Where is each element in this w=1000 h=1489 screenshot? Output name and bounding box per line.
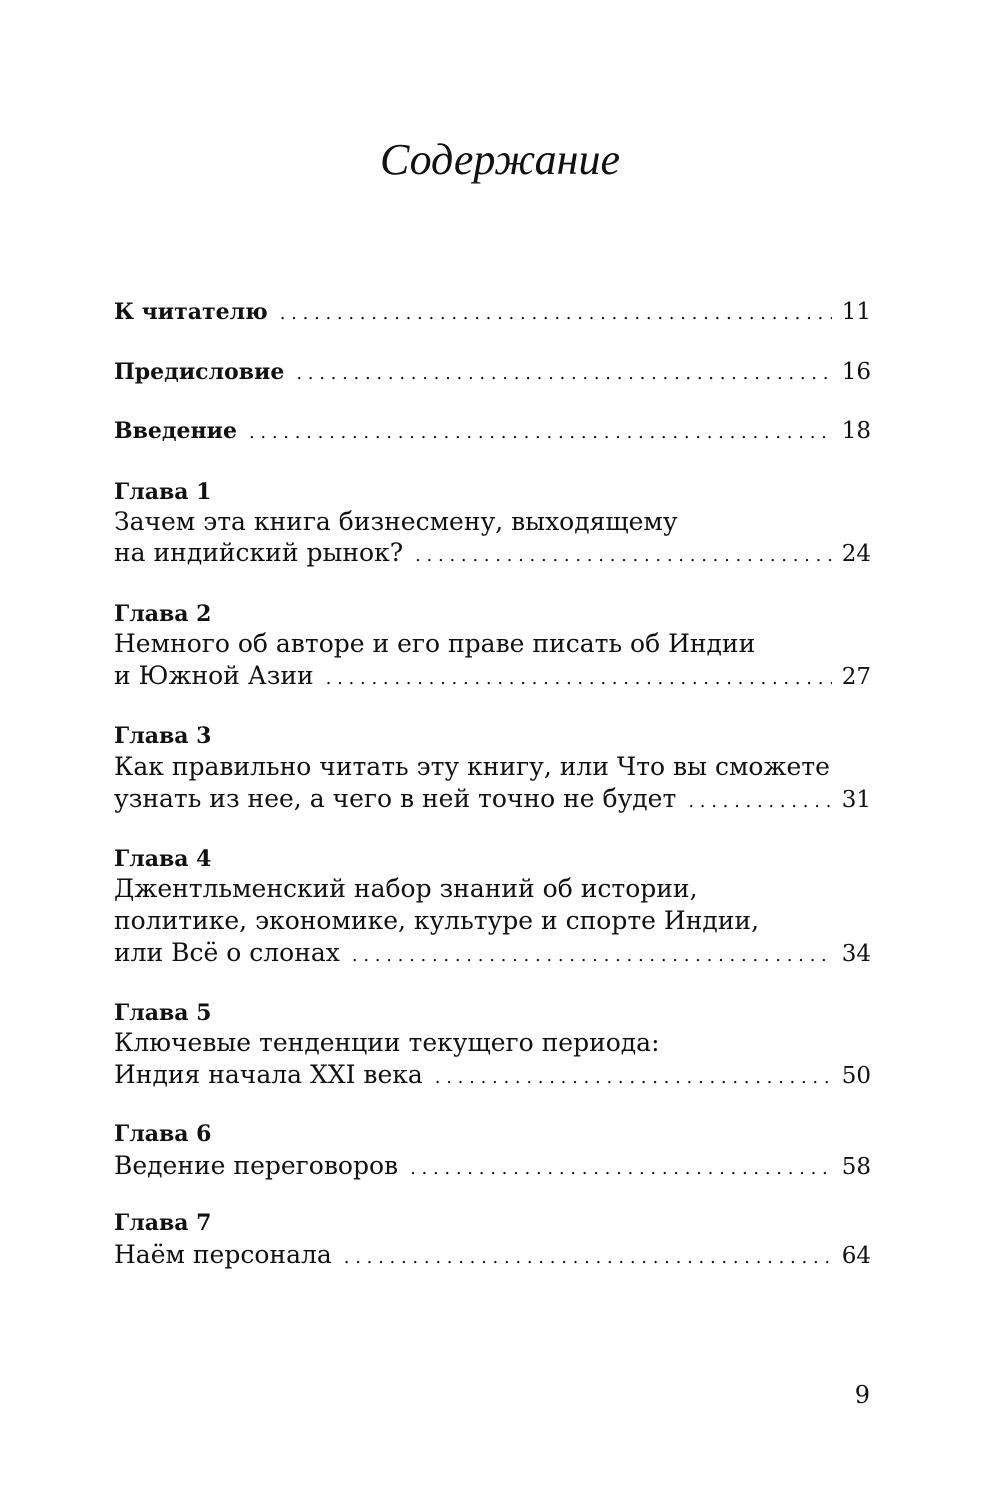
chapter-heading-6: Глава 6 <box>114 1121 212 1147</box>
toc-entry-ch2[interactable] <box>114 659 871 693</box>
dot-leader <box>344 1238 832 1275</box>
toc-entry-preface[interactable] <box>114 355 871 389</box>
dot-leader <box>410 1149 832 1186</box>
toc-page-number: 27 <box>841 664 871 690</box>
toc-entry-ch5[interactable] <box>114 1058 871 1092</box>
chapter-title-line: Ведение переговоров <box>114 1151 399 1180</box>
chapter-title-line: узнать из нее, а чего в ней точно не будет <box>114 784 677 813</box>
toc-page-number: 18 <box>841 418 871 444</box>
chapter-title-line[interactable]: Как правильно читать эту книгу, или Что вы сможете <box>114 752 830 781</box>
toc-page-number: 24 <box>841 541 871 567</box>
toc-entry-ch3[interactable] <box>114 782 871 816</box>
chapter-title-line[interactable]: Немного об авторе и его праве писать об Индии <box>114 629 756 658</box>
toc-entry-ch6[interactable] <box>114 1149 871 1183</box>
dot-leader <box>415 536 832 573</box>
chapter-heading-1: Глава 1 <box>114 479 212 505</box>
page-title: Содержание <box>379 135 620 184</box>
chapter-title-line: Индия начала XXI века <box>114 1060 423 1089</box>
dot-leader <box>249 415 832 450</box>
toc-page-number: 58 <box>841 1154 871 1180</box>
chapter-heading-4: Глава 4 <box>114 846 212 872</box>
toc-page-number: 64 <box>841 1243 871 1269</box>
toc-entry-ch4[interactable] <box>114 936 871 970</box>
dot-leader <box>296 356 831 391</box>
dot-leader <box>435 1058 832 1095</box>
dot-leader <box>326 659 832 696</box>
toc-entry-ch1[interactable] <box>114 536 871 570</box>
chapter-title-line[interactable]: Зачем эта книга бизнесмену, выходящему <box>114 507 678 536</box>
chapter-title-line: и Южной Азии <box>114 661 314 690</box>
toc-page-number: 50 <box>841 1063 871 1089</box>
toc-entry-label: Введение <box>114 418 237 444</box>
chapter-title-line[interactable]: Джентльменский набор знаний об истории, <box>114 874 698 903</box>
table-of-contents <box>114 0 871 1489</box>
dot-leader <box>352 936 832 973</box>
toc-page-number: 34 <box>841 941 871 967</box>
toc-page-number: 31 <box>841 787 871 813</box>
toc-entry-intro[interactable] <box>114 414 871 448</box>
chapter-title-line: на индийский рынок? <box>114 538 404 567</box>
chapter-heading-7: Глава 7 <box>114 1210 212 1236</box>
chapter-heading-5: Глава 5 <box>114 1000 212 1026</box>
toc-entry-label: Предисловие <box>114 359 285 385</box>
folio-page-number: 9 <box>854 1381 870 1409</box>
toc-entry-ch7[interactable] <box>114 1238 871 1272</box>
toc-entry-label: К читателю <box>114 299 268 325</box>
chapter-title-line[interactable]: политике, экономике, культуре и спорте Индии, <box>114 906 760 935</box>
dot-leader <box>280 296 832 331</box>
chapter-title-line: или Всё о слонах <box>114 938 340 967</box>
toc-entry-reader[interactable] <box>114 295 871 329</box>
toc-page-number: 16 <box>841 359 871 385</box>
chapter-title-line: Наём персонала <box>114 1240 332 1269</box>
chapter-heading-3: Глава 3 <box>114 723 212 749</box>
chapter-heading-2: Глава 2 <box>114 601 212 627</box>
toc-page-number: 11 <box>841 299 871 325</box>
chapter-title-line[interactable]: Ключевые тенденции текущего периода: <box>114 1028 660 1057</box>
dot-leader <box>688 782 831 819</box>
